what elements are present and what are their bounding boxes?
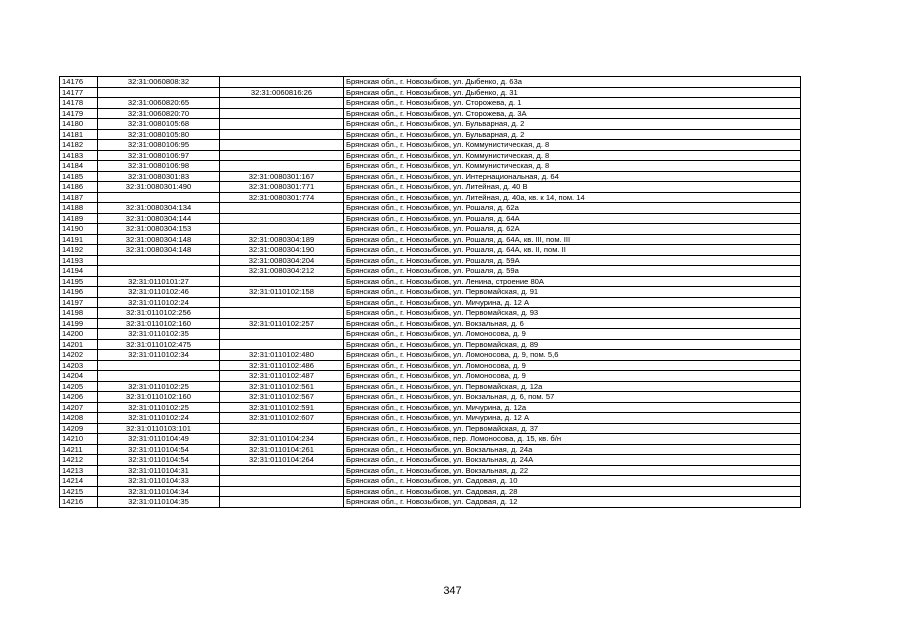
table-row [60, 150, 801, 161]
registry-table-body [60, 77, 801, 508]
row-number-cell: 14199 [60, 318, 98, 329]
table-row [60, 329, 801, 340]
cadastral-number-cell: 32:31:0110102:35 [98, 329, 220, 340]
cadastral-number-2-cell: 32:31:0080304:204 [220, 255, 344, 266]
table-row [60, 392, 801, 403]
address-cell: Брянская обл., г. Новозыбков, ул. Рошаля, д. 64А, кв. II, пом. II [344, 245, 801, 256]
cadastral-number-2-cell: 32:31:0060816:26 [220, 87, 344, 98]
cadastral-number-2-cell: 32:31:0080304:189 [220, 234, 344, 245]
cadastral-number-cell: 32:31:0110104:33 [98, 476, 220, 487]
cadastral-number-2-cell: 32:31:0110102:158 [220, 287, 344, 298]
table-row [60, 339, 801, 350]
cadastral-number-2-cell: 32:31:0110102:486 [220, 360, 344, 371]
table-row [60, 455, 801, 466]
cadastral-number-2-cell: 32:31:0110104:261 [220, 444, 344, 455]
table-row [60, 413, 801, 424]
table-row [60, 350, 801, 361]
cadastral-number-cell: 32:31:0080304:148 [98, 234, 220, 245]
address-cell: Брянская обл., г. Новозыбков, ул. Бульварная, д. 2 [344, 119, 801, 130]
cadastral-number-2-cell [220, 329, 344, 340]
cadastral-number-2-cell: 32:31:0110102:561 [220, 381, 344, 392]
row-number-cell: 14178 [60, 98, 98, 109]
row-number-cell: 14206 [60, 392, 98, 403]
address-cell: Брянская обл., г. Новозыбков, ул. Дыбенко, д. 63а [344, 77, 801, 88]
cadastral-number-cell: 32:31:0110102:24 [98, 413, 220, 424]
cadastral-number-2-cell: 32:31:0080304:212 [220, 266, 344, 277]
address-cell: Брянская обл., г. Новозыбков, ул. Вокзальная, д. 6 [344, 318, 801, 329]
address-cell: Брянская обл., г. Новозыбков, ул. Мичурина, д. 12 А [344, 413, 801, 424]
row-number-cell: 14197 [60, 297, 98, 308]
cadastral-number-cell: 32:31:0060820:65 [98, 98, 220, 109]
cadastral-number-2-cell [220, 297, 344, 308]
cadastral-number-cell [98, 255, 220, 266]
row-number-cell: 14203 [60, 360, 98, 371]
table-row [60, 98, 801, 109]
cadastral-number-cell: 32:31:0110104:49 [98, 434, 220, 445]
address-cell: Брянская обл., г. Новозыбков, ул. Садовая, д. 10 [344, 476, 801, 487]
cadastral-number-cell: 32:31:0110102:160 [98, 392, 220, 403]
cadastral-number-cell: 32:31:0110102:160 [98, 318, 220, 329]
address-cell: Брянская обл., г. Новозыбков, ул. Ломоносова, д. 9 [344, 329, 801, 340]
address-cell: Брянская обл., г. Новозыбков, ул. Садовая, д. 28 [344, 486, 801, 497]
cadastral-number-cell: 32:31:0110102:475 [98, 339, 220, 350]
cadastral-number-cell: 32:31:0080304:148 [98, 245, 220, 256]
cadastral-number-2-cell [220, 224, 344, 235]
cadastral-number-cell: 32:31:0110102:256 [98, 308, 220, 319]
cadastral-number-2-cell [220, 423, 344, 434]
row-number-cell: 14211 [60, 444, 98, 455]
cadastral-number-2-cell [220, 108, 344, 119]
cadastral-number-2-cell [220, 276, 344, 287]
address-cell: Брянская обл., г. Новозыбков, пер. Ломоносова, д. 15, кв. б/н [344, 434, 801, 445]
address-cell: Брянская обл., г. Новозыбков, ул. Литейная, д. 40а, кв. к 14, пом. 14 [344, 192, 801, 203]
cadastral-number-cell: 32:31:0080304:134 [98, 203, 220, 214]
table-row [60, 266, 801, 277]
row-number-cell: 14193 [60, 255, 98, 266]
cadastral-number-2-cell: 32:31:0080301:771 [220, 182, 344, 193]
cadastral-number-cell: 32:31:0080106:98 [98, 161, 220, 172]
cadastral-number-2-cell: 32:31:0110102:591 [220, 402, 344, 413]
address-cell: Брянская обл., г. Новозыбков, ул. Садовая, д. 12 [344, 497, 801, 508]
cadastral-number-cell: 32:31:0110104:54 [98, 444, 220, 455]
row-number-cell: 14214 [60, 476, 98, 487]
cadastral-number-cell: 32:31:0110102:34 [98, 350, 220, 361]
address-cell: Брянская обл., г. Новозыбков, ул. Литейная, д. 40 В [344, 182, 801, 193]
cadastral-number-2-cell [220, 203, 344, 214]
cadastral-number-cell: 32:31:0080106:97 [98, 150, 220, 161]
table-row [60, 318, 801, 329]
address-cell: Брянская обл., г. Новозыбков, ул. Коммунистическая, д. 8 [344, 161, 801, 172]
row-number-cell: 14191 [60, 234, 98, 245]
row-number-cell: 14194 [60, 266, 98, 277]
cadastral-number-cell [98, 371, 220, 382]
cadastral-number-cell: 32:31:0080106:95 [98, 140, 220, 151]
row-number-cell: 14198 [60, 308, 98, 319]
table-row [60, 119, 801, 130]
table-row [60, 486, 801, 497]
address-cell: Брянская обл., г. Новозыбков, ул. Рошаля, д. 59А [344, 255, 801, 266]
table-row [60, 371, 801, 382]
cadastral-number-2-cell [220, 213, 344, 224]
cadastral-number-cell: 32:31:0080304:144 [98, 213, 220, 224]
row-number-cell: 14212 [60, 455, 98, 466]
address-cell: Брянская обл., г. Новозыбков, ул. Рошаля, д. 62а [344, 203, 801, 214]
row-number-cell: 14201 [60, 339, 98, 350]
row-number-cell: 14205 [60, 381, 98, 392]
table-row [60, 182, 801, 193]
row-number-cell: 14216 [60, 497, 98, 508]
row-number-cell: 14202 [60, 350, 98, 361]
cadastral-number-2-cell: 32:31:0080301:167 [220, 171, 344, 182]
cadastral-number-cell: 32:31:0080304:153 [98, 224, 220, 235]
cadastral-number-2-cell [220, 150, 344, 161]
cadastral-number-2-cell: 32:31:0110102:257 [220, 318, 344, 329]
address-cell: Брянская обл., г. Новозыбков, ул. Рошаля, д. 62А [344, 224, 801, 235]
address-cell: Брянская обл., г. Новозыбков, ул. Рошаля, д. 64А [344, 213, 801, 224]
cadastral-number-2-cell [220, 77, 344, 88]
cadastral-number-2-cell [220, 119, 344, 130]
cadastral-number-2-cell: 32:31:0110104:234 [220, 434, 344, 445]
cadastral-number-2-cell: 32:31:0110104:264 [220, 455, 344, 466]
row-number-cell: 14204 [60, 371, 98, 382]
row-number-cell: 14180 [60, 119, 98, 130]
row-number-cell: 14183 [60, 150, 98, 161]
cadastral-number-2-cell [220, 161, 344, 172]
table-row [60, 87, 801, 98]
cadastral-number-cell: 32:31:0080105:80 [98, 129, 220, 140]
row-number-cell: 14185 [60, 171, 98, 182]
row-number-cell: 14184 [60, 161, 98, 172]
address-cell: Брянская обл., г. Новозыбков, ул. Вокзальная, д. 6, пом. 57 [344, 392, 801, 403]
cadastral-number-cell: 32:31:0110104:34 [98, 486, 220, 497]
table-row [60, 192, 801, 203]
address-cell: Брянская обл., г. Новозыбков, ул. Рошаля, д. 59а [344, 266, 801, 277]
address-cell: Брянская обл., г. Новозыбков, ул. Вокзальная, д. 22 [344, 465, 801, 476]
table-row [60, 255, 801, 266]
cadastral-number-cell: 32:31:0110102:46 [98, 287, 220, 298]
table-row [60, 297, 801, 308]
cadastral-number-2-cell [220, 140, 344, 151]
row-number-cell: 14186 [60, 182, 98, 193]
row-number-cell: 14189 [60, 213, 98, 224]
row-number-cell: 14207 [60, 402, 98, 413]
row-number-cell: 14190 [60, 224, 98, 235]
table-row [60, 234, 801, 245]
table-row [60, 465, 801, 476]
row-number-cell: 14188 [60, 203, 98, 214]
table-row [60, 77, 801, 88]
cadastral-number-cell: 32:31:0080301:83 [98, 171, 220, 182]
table-row [60, 140, 801, 151]
address-cell: Брянская обл., г. Новозыбков, ул. Дыбенко, д. 31 [344, 87, 801, 98]
cadastral-number-cell: 32:31:0110104:31 [98, 465, 220, 476]
cadastral-number-2-cell: 32:31:0110102:487 [220, 371, 344, 382]
cadastral-number-2-cell: 32:31:0080304:190 [220, 245, 344, 256]
table-row [60, 476, 801, 487]
row-number-cell: 14196 [60, 287, 98, 298]
table-row [60, 203, 801, 214]
cadastral-number-cell: 32:31:0110102:25 [98, 381, 220, 392]
address-cell: Брянская обл., г. Новозыбков, ул. Мичурина, д. 12 А [344, 297, 801, 308]
address-cell: Брянская обл., г. Новозыбков, ул. Сторожева, д. 3А [344, 108, 801, 119]
cadastral-number-cell: 32:31:0060808:32 [98, 77, 220, 88]
table-row [60, 360, 801, 371]
row-number-cell: 14176 [60, 77, 98, 88]
cadastral-number-cell [98, 192, 220, 203]
address-cell: Брянская обл., г. Новозыбков, ул. Ломоносова, д. 9 [344, 371, 801, 382]
address-cell: Брянская обл., г. Новозыбков, ул. Ленина, строение 80А [344, 276, 801, 287]
row-number-cell: 14182 [60, 140, 98, 151]
table-row [60, 171, 801, 182]
row-number-cell: 14210 [60, 434, 98, 445]
table-row [60, 108, 801, 119]
table-row [60, 129, 801, 140]
address-cell: Брянская обл., г. Новозыбков, ул. Первомайская, д. 93 [344, 308, 801, 319]
address-cell: Брянская обл., г. Новозыбков, ул. Ломоносова, д. 9 [344, 360, 801, 371]
cadastral-number-cell: 32:31:0110104:54 [98, 455, 220, 466]
row-number-cell: 14209 [60, 423, 98, 434]
cadastral-number-cell [98, 360, 220, 371]
address-cell: Брянская обл., г. Новозыбков, ул. Мичурина, д. 12а [344, 402, 801, 413]
cadastral-number-cell: 32:31:0110102:24 [98, 297, 220, 308]
row-number-cell: 14213 [60, 465, 98, 476]
table-row [60, 497, 801, 508]
address-cell: Брянская обл., г. Новозыбков, ул. Вокзальная, д. 24а [344, 444, 801, 455]
table-row [60, 161, 801, 172]
address-cell: Брянская обл., г. Новозыбков, ул. Рошаля, д. 64А, кв. III, пом. III [344, 234, 801, 245]
cadastral-number-cell: 32:31:0110104:35 [98, 497, 220, 508]
address-cell: Брянская обл., г. Новозыбков, ул. Сторожева, д. 1 [344, 98, 801, 109]
table-row [60, 213, 801, 224]
table-row [60, 444, 801, 455]
cadastral-number-cell [98, 87, 220, 98]
address-cell: Брянская обл., г. Новозыбков, ул. Вокзальная, д. 24А [344, 455, 801, 466]
row-number-cell: 14187 [60, 192, 98, 203]
cadastral-number-cell: 32:31:0060820:70 [98, 108, 220, 119]
cadastral-number-2-cell [220, 129, 344, 140]
cadastral-number-cell: 32:31:0110103:101 [98, 423, 220, 434]
cadastral-number-2-cell [220, 486, 344, 497]
row-number-cell: 14181 [60, 129, 98, 140]
cadastral-number-2-cell: 32:31:0110102:567 [220, 392, 344, 403]
row-number-cell: 14195 [60, 276, 98, 287]
cadastral-number-2-cell [220, 308, 344, 319]
table-row [60, 308, 801, 319]
address-cell: Брянская обл., г. Новозыбков, ул. Бульварная, д. 2 [344, 129, 801, 140]
table-row [60, 423, 801, 434]
row-number-cell: 14192 [60, 245, 98, 256]
cadastral-number-2-cell [220, 98, 344, 109]
registry-table [59, 76, 801, 508]
table-row [60, 245, 801, 256]
table-row [60, 434, 801, 445]
table-row [60, 287, 801, 298]
address-cell: Брянская обл., г. Новозыбков, ул. Ломоносова, д. 9, пом. 5,6 [344, 350, 801, 361]
table-row [60, 381, 801, 392]
address-cell: Брянская обл., г. Новозыбков, ул. Коммунистическая, д. 8 [344, 150, 801, 161]
table-row [60, 224, 801, 235]
address-cell: Брянская обл., г. Новозыбков, ул. Коммунистическая, д. 8 [344, 140, 801, 151]
row-number-cell: 14208 [60, 413, 98, 424]
page-number: 347 [443, 585, 462, 597]
cadastral-number-cell: 32:31:0080105:68 [98, 119, 220, 130]
row-number-cell: 14215 [60, 486, 98, 497]
address-cell: Брянская обл., г. Новозыбков, ул. Первомайская, д. 12а [344, 381, 801, 392]
address-cell: Брянская обл., г. Новозыбков, ул. Первомайская, д. 37 [344, 423, 801, 434]
row-number-cell: 14177 [60, 87, 98, 98]
cadastral-number-2-cell [220, 339, 344, 350]
cadastral-number-2-cell: 32:31:0080301:774 [220, 192, 344, 203]
cadastral-number-cell [98, 266, 220, 277]
cadastral-number-2-cell [220, 465, 344, 476]
address-cell: Брянская обл., г. Новозыбков, ул. Первомайская, д. 91 [344, 287, 801, 298]
row-number-cell: 14200 [60, 329, 98, 340]
address-cell: Брянская обл., г. Новозыбков, ул. Интернациональная, д. 64 [344, 171, 801, 182]
cadastral-number-cell: 32:31:0080301:490 [98, 182, 220, 193]
address-cell: Брянская обл., г. Новозыбков, ул. Первомайская, д. 89 [344, 339, 801, 350]
cadastral-number-2-cell [220, 497, 344, 508]
cadastral-number-2-cell: 32:31:0110102:607 [220, 413, 344, 424]
cadastral-number-cell: 32:31:0110101:27 [98, 276, 220, 287]
row-number-cell: 14179 [60, 108, 98, 119]
cadastral-number-2-cell [220, 476, 344, 487]
cadastral-number-cell: 32:31:0110102:25 [98, 402, 220, 413]
table-row [60, 276, 801, 287]
table-row [60, 402, 801, 413]
cadastral-number-2-cell: 32:31:0110102:480 [220, 350, 344, 361]
